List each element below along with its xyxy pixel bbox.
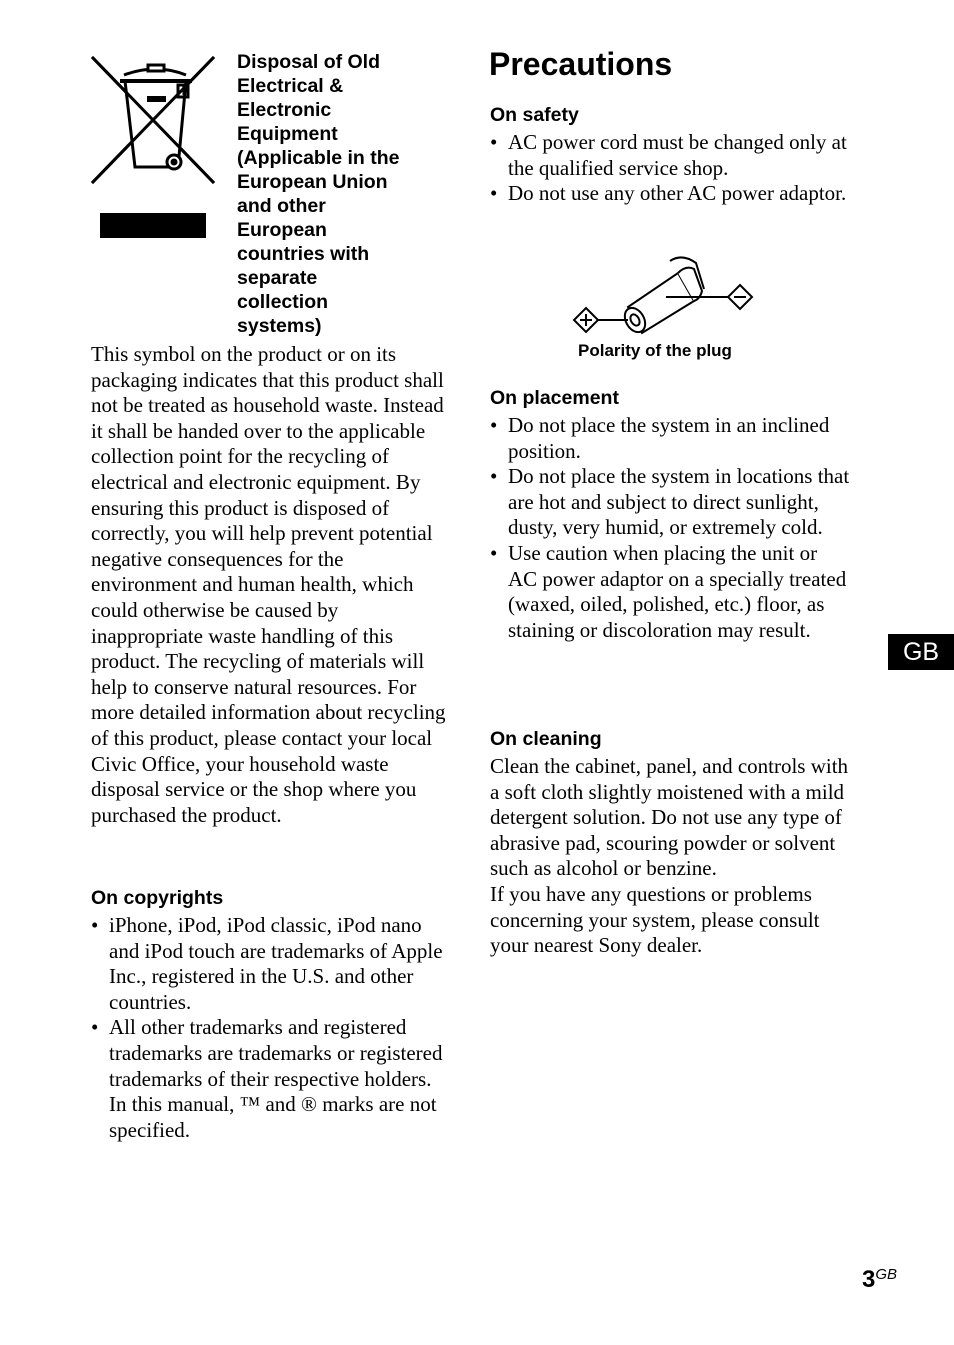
disposal-heading-line: Equipment: [237, 123, 338, 145]
plug-caption: Polarity of the plug: [578, 341, 732, 360]
disposal-heading-line: (Applicable in the: [237, 147, 400, 169]
disposal-heading-line: and other: [237, 195, 326, 217]
placement-list: [490, 413, 850, 643]
copyrights-item: • All other trademarks and registered trademarks are trademarks or registered trademarks of their respective holders. In this manual, ™ and ® marks are not specified.: [91, 1015, 451, 1143]
disposal-heading-line: Electrical &: [237, 75, 344, 97]
page-number-value: 3: [862, 1266, 876, 1293]
placement-item: • Do not place the system in an inclined position.: [490, 413, 850, 464]
placement-item: • Use caution when placing the unit or AC power adaptor on a specially treated (waxed, oiled, polished, etc.) floor, as staining or discoloration may result.: [490, 541, 850, 643]
page-title: Precautions: [489, 46, 673, 82]
safety-list: [490, 130, 850, 207]
safety-item: • Do not use any other AC power adaptor.: [490, 181, 850, 207]
disposal-heading-line: Disposal of Old: [237, 51, 381, 73]
disposal-paragraph: This symbol on the product or on its packaging indicates that this product shall not be treated as household waste. Instead it shall be handed over to the applicable collection point for the recycling of electrical and electronic equipment. By ensuring this product is disposed of correctly, you will help prevent potential negative consequences for the environment and human health, which could otherwise be caused by inappropriate waste handling of this product. The recycling of materials will help to conserve natural resources. For more detailed information about recycling of this product, please contact your local Civic Office, your household waste disposal service or the shop where you purchased the product.: [91, 342, 446, 827]
crossed-out-wheelie-bin-icon: [90, 55, 216, 240]
plug-polarity-icon: [570, 255, 760, 335]
page-number: [862, 1266, 897, 1294]
page-number-suffix: GB: [875, 1266, 898, 1283]
cleaning-body: [490, 754, 850, 959]
disposal-heading-line: European Union: [237, 171, 388, 193]
language-tab: GB: [888, 634, 954, 670]
cleaning-paragraph: If you have any questions or problems concerning your system, please consult your nearest Sony dealer.: [490, 881, 820, 958]
safety-item: • AC power cord must be changed only at the qualified service shop.: [490, 130, 850, 181]
cleaning-paragraph: Clean the cabinet, panel, and controls with a soft cloth slightly moistened with a mild detergent solution. Do not use any type of abrasive pad, scouring powder or solvent such as alcohol or benzine.: [490, 754, 849, 881]
placement-heading: On placement: [490, 387, 619, 409]
disposal-heading-line: European: [237, 219, 327, 241]
placement-item: • Do not place the system in locations that are hot and subject to direct sunlight, dusty, very humid, or extremely cold.: [490, 464, 850, 541]
disposal-heading-line: Electronic: [237, 99, 332, 121]
copyrights-heading: On copyrights: [91, 887, 224, 909]
disposal-heading-line: collection: [237, 291, 329, 313]
disposal-heading-line: countries with: [237, 243, 370, 265]
safety-heading: On safety: [490, 104, 579, 126]
cleaning-heading: On cleaning: [490, 728, 602, 750]
disposal-heading-line: separate: [237, 267, 318, 289]
copyrights-item: • iPhone, iPod, iPod classic, iPod nano and iPod touch are trademarks of Apple Inc., registered in the U.S. and other countries.: [91, 913, 451, 1015]
disposal-heading: [237, 50, 452, 338]
copyrights-list: [91, 913, 451, 1143]
disposal-heading-line: systems): [237, 315, 322, 337]
